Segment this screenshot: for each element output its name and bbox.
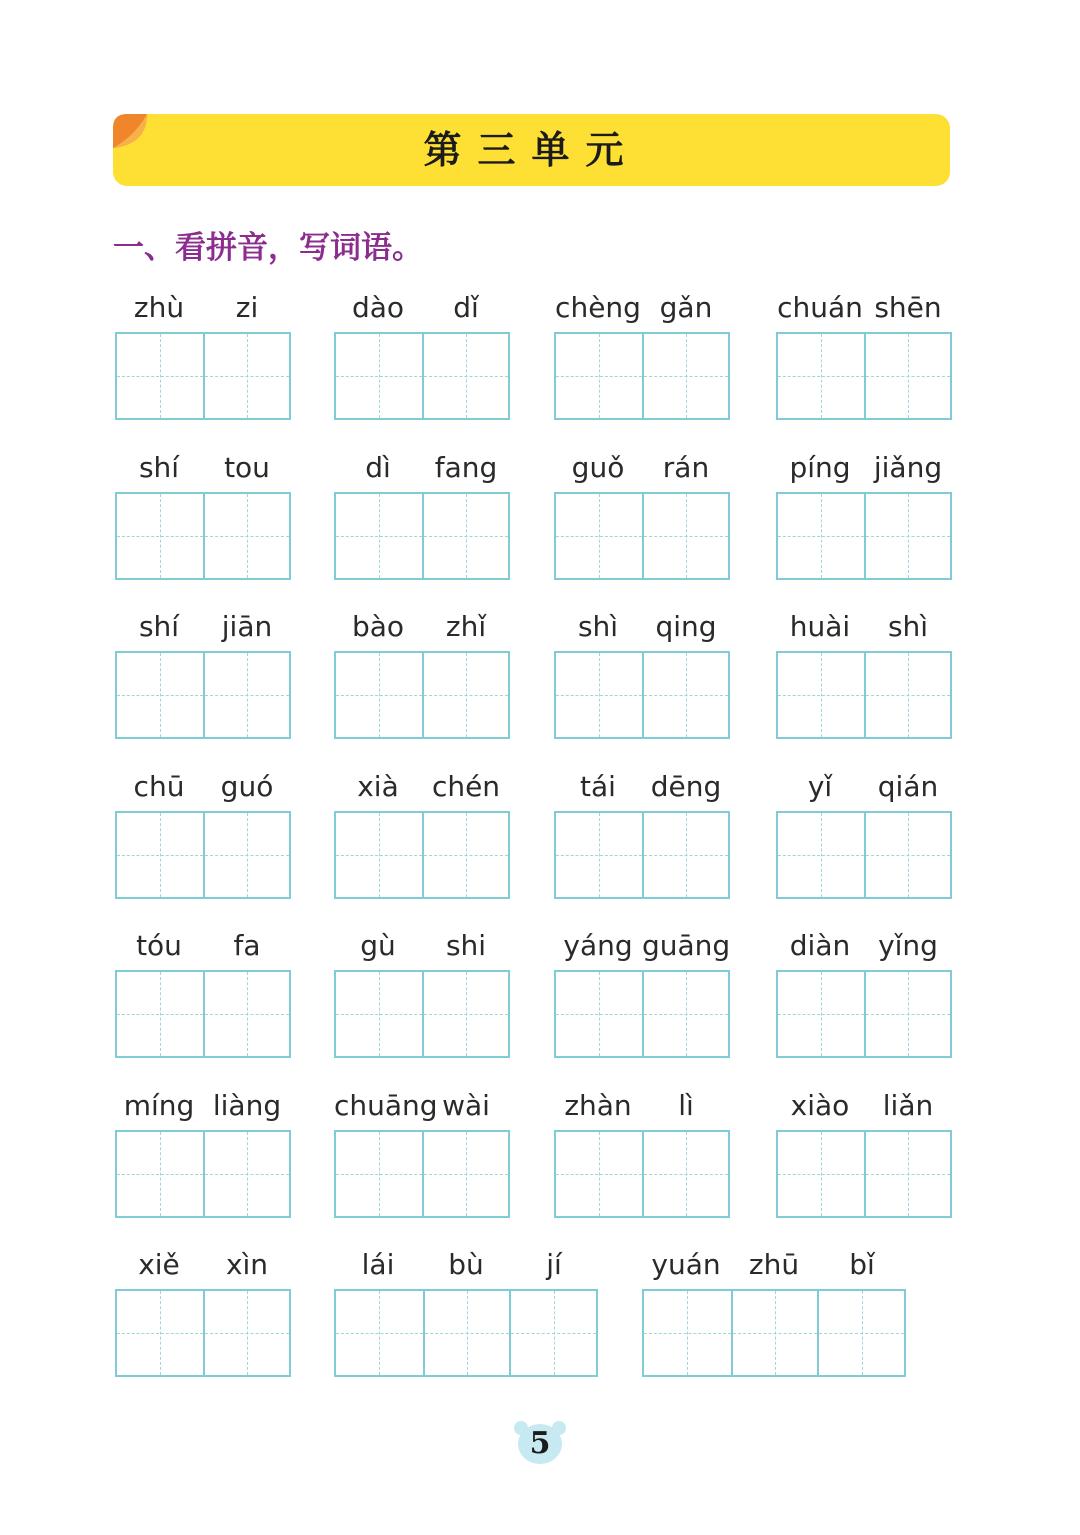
pinyin-syllable: yáng bbox=[563, 929, 633, 962]
pinyin-syllable: chuán bbox=[777, 291, 863, 324]
pinyin-syllable: guǒ bbox=[571, 451, 625, 484]
pinyin-row bbox=[115, 767, 291, 811]
pinyin-row bbox=[334, 607, 510, 651]
pinyin-syllable: lì bbox=[678, 1089, 694, 1122]
writing-cell[interactable] bbox=[642, 334, 728, 418]
writing-cell[interactable] bbox=[336, 972, 422, 1056]
word-item bbox=[554, 448, 730, 580]
writing-cell[interactable] bbox=[778, 1132, 864, 1216]
pinyin-syllable: guāng bbox=[642, 929, 731, 962]
pinyin-syllable: liàng bbox=[212, 1089, 282, 1122]
writing-boxes bbox=[334, 1289, 598, 1377]
writing-cell[interactable] bbox=[422, 334, 508, 418]
writing-cell[interactable] bbox=[203, 334, 289, 418]
pinyin-syllable: tóu bbox=[136, 929, 182, 962]
writing-cell[interactable] bbox=[117, 653, 203, 737]
writing-boxes bbox=[115, 651, 291, 739]
pinyin-syllable: dēng bbox=[650, 770, 722, 803]
writing-boxes bbox=[554, 651, 730, 739]
writing-cell[interactable] bbox=[556, 494, 642, 578]
writing-cell[interactable] bbox=[556, 972, 642, 1056]
writing-cell[interactable] bbox=[778, 334, 864, 418]
writing-cell[interactable] bbox=[117, 813, 203, 897]
writing-boxes bbox=[776, 651, 952, 739]
writing-cell[interactable] bbox=[203, 972, 289, 1056]
pinyin-syllable: zhù bbox=[133, 291, 185, 324]
pinyin-syllable: shí bbox=[138, 610, 180, 643]
writing-cell[interactable] bbox=[642, 653, 728, 737]
writing-cell[interactable] bbox=[731, 1291, 818, 1375]
writing-boxes bbox=[554, 332, 730, 420]
writing-cell[interactable] bbox=[642, 494, 728, 578]
writing-cell[interactable] bbox=[203, 1132, 289, 1216]
pinyin-syllable: dǐ bbox=[453, 291, 479, 324]
pinyin-syllable: shì bbox=[577, 610, 619, 643]
pinyin-row bbox=[554, 288, 730, 332]
pinyin-syllable: guó bbox=[220, 770, 274, 803]
pinyin-syllable: yǐ bbox=[807, 770, 833, 803]
writing-boxes bbox=[115, 332, 291, 420]
pinyin-syllable: chū bbox=[133, 770, 185, 803]
pinyin-syllable: gù bbox=[360, 929, 396, 962]
writing-cell[interactable] bbox=[336, 653, 422, 737]
writing-cell[interactable] bbox=[117, 1291, 203, 1375]
word-item bbox=[334, 288, 510, 420]
writing-boxes bbox=[334, 970, 510, 1058]
writing-cell[interactable] bbox=[117, 1132, 203, 1216]
pinyin-syllable: qing bbox=[655, 610, 717, 643]
pinyin-syllable: rán bbox=[662, 451, 710, 484]
pinyin-syllable: chuāng bbox=[334, 1089, 438, 1122]
pinyin-row bbox=[115, 607, 291, 651]
writing-cell[interactable] bbox=[556, 653, 642, 737]
word-item bbox=[334, 767, 510, 899]
word-item bbox=[642, 1245, 906, 1377]
pinyin-syllable: bào bbox=[351, 610, 405, 643]
writing-boxes bbox=[115, 1289, 291, 1377]
pinyin-syllable: jiǎng bbox=[873, 451, 943, 484]
section-title: 一、看拼音，写词语。 bbox=[113, 230, 423, 266]
word-item bbox=[776, 288, 952, 420]
word-item bbox=[115, 767, 291, 899]
writing-cell[interactable] bbox=[778, 494, 864, 578]
writing-boxes bbox=[776, 970, 952, 1058]
writing-cell[interactable] bbox=[864, 1132, 950, 1216]
word-item bbox=[334, 607, 510, 739]
word-item bbox=[776, 926, 952, 1058]
writing-boxes bbox=[554, 492, 730, 580]
writing-boxes bbox=[115, 1130, 291, 1218]
pinyin-row bbox=[334, 448, 510, 492]
word-item bbox=[776, 448, 952, 580]
pinyin-row bbox=[554, 767, 730, 811]
word-item bbox=[554, 288, 730, 420]
pinyin-row bbox=[115, 448, 291, 492]
pinyin-syllable: xià bbox=[357, 770, 399, 803]
writing-cell[interactable] bbox=[864, 494, 950, 578]
pinyin-syllable: zi bbox=[235, 291, 259, 324]
pinyin-syllable: fang bbox=[434, 451, 498, 484]
word-item bbox=[334, 448, 510, 580]
pinyin-syllable: míng bbox=[123, 1089, 195, 1122]
writing-cell[interactable] bbox=[864, 334, 950, 418]
pinyin-syllable: zhàn bbox=[564, 1089, 632, 1122]
pinyin-row bbox=[334, 926, 510, 970]
pinyin-syllable: zhǐ bbox=[445, 610, 487, 643]
word-item bbox=[115, 926, 291, 1058]
pinyin-row bbox=[334, 288, 510, 332]
writing-cell[interactable] bbox=[203, 494, 289, 578]
writing-cell[interactable] bbox=[422, 1132, 508, 1216]
pinyin-syllable: tou bbox=[224, 451, 270, 484]
pinyin-syllable: chén bbox=[431, 770, 501, 803]
writing-cell[interactable] bbox=[778, 653, 864, 737]
writing-boxes bbox=[334, 332, 510, 420]
pinyin-row bbox=[115, 288, 291, 332]
writing-boxes bbox=[554, 811, 730, 899]
word-item bbox=[776, 607, 952, 739]
pinyin-syllable: dì bbox=[365, 451, 391, 484]
writing-boxes bbox=[334, 651, 510, 739]
word-item bbox=[776, 1086, 952, 1218]
word-item bbox=[334, 926, 510, 1058]
pinyin-syllable: lái bbox=[361, 1248, 395, 1281]
writing-cell[interactable] bbox=[203, 653, 289, 737]
word-item bbox=[115, 288, 291, 420]
pinyin-syllable: yǐng bbox=[878, 929, 938, 962]
writing-cell[interactable] bbox=[642, 1132, 728, 1216]
pinyin-syllable: shì bbox=[887, 610, 929, 643]
pinyin-row bbox=[776, 1086, 952, 1130]
pinyin-syllable: diàn bbox=[789, 929, 851, 962]
writing-cell[interactable] bbox=[336, 813, 422, 897]
pinyin-syllable: dào bbox=[351, 291, 405, 324]
writing-cell[interactable] bbox=[336, 494, 422, 578]
writing-boxes bbox=[776, 811, 952, 899]
writing-boxes bbox=[776, 1130, 952, 1218]
writing-cell[interactable] bbox=[336, 1132, 422, 1216]
page-number: 5 bbox=[529, 1426, 551, 1461]
pinyin-syllable: bǐ bbox=[849, 1248, 875, 1281]
pinyin-syllable: jí bbox=[546, 1248, 562, 1281]
pinyin-syllable: wài bbox=[442, 1089, 490, 1122]
pinyin-syllable: xiě bbox=[138, 1248, 180, 1281]
word-item bbox=[554, 1086, 730, 1218]
writing-cell[interactable] bbox=[422, 813, 508, 897]
pinyin-syllable: shi bbox=[445, 929, 487, 962]
pinyin-row bbox=[115, 1245, 291, 1289]
pinyin-syllable: chèng bbox=[555, 291, 641, 324]
writing-cell[interactable] bbox=[117, 972, 203, 1056]
pinyin-syllable: jiān bbox=[221, 610, 273, 643]
pinyin-syllable: liǎn bbox=[882, 1089, 934, 1122]
pinyin-row bbox=[334, 1086, 510, 1130]
pinyin-row bbox=[776, 926, 952, 970]
unit-title: 第三单元 bbox=[423, 128, 640, 172]
pinyin-row bbox=[554, 926, 730, 970]
writing-cell[interactable] bbox=[336, 334, 422, 418]
writing-cell[interactable] bbox=[778, 813, 864, 897]
writing-cell[interactable] bbox=[422, 653, 508, 737]
pinyin-syllable: fa bbox=[233, 929, 261, 962]
pinyin-row bbox=[554, 1086, 730, 1130]
writing-cell[interactable] bbox=[556, 813, 642, 897]
word-item bbox=[115, 607, 291, 739]
writing-cell[interactable] bbox=[642, 813, 728, 897]
writing-boxes bbox=[334, 492, 510, 580]
word-item bbox=[334, 1086, 510, 1218]
pinyin-syllable: xiào bbox=[790, 1089, 850, 1122]
word-item bbox=[554, 607, 730, 739]
writing-boxes bbox=[642, 1289, 906, 1377]
writing-boxes bbox=[115, 811, 291, 899]
pinyin-row bbox=[554, 448, 730, 492]
pinyin-row bbox=[776, 448, 952, 492]
pinyin-row bbox=[776, 767, 952, 811]
pinyin-syllable: xìn bbox=[225, 1248, 269, 1281]
writing-cell[interactable] bbox=[422, 972, 508, 1056]
writing-boxes bbox=[554, 970, 730, 1058]
writing-cell[interactable] bbox=[423, 1291, 510, 1375]
word-item bbox=[554, 767, 730, 899]
pinyin-syllable: bù bbox=[448, 1248, 484, 1281]
writing-cell[interactable] bbox=[422, 494, 508, 578]
pinyin-row bbox=[334, 767, 510, 811]
pinyin-syllable: shēn bbox=[874, 291, 942, 324]
writing-cell[interactable] bbox=[864, 972, 950, 1056]
pinyin-syllable: píng bbox=[789, 451, 851, 484]
writing-boxes bbox=[554, 1130, 730, 1218]
writing-cell[interactable] bbox=[556, 1132, 642, 1216]
word-item bbox=[115, 1086, 291, 1218]
writing-cell[interactable] bbox=[644, 1291, 731, 1375]
writing-cell[interactable] bbox=[642, 972, 728, 1056]
writing-boxes bbox=[334, 1130, 510, 1218]
word-item bbox=[334, 1245, 598, 1377]
pinyin-syllable: huài bbox=[789, 610, 851, 643]
writing-cell[interactable] bbox=[117, 334, 203, 418]
pinyin-row bbox=[334, 1245, 598, 1289]
pinyin-syllable: tái bbox=[580, 770, 616, 803]
writing-cell[interactable] bbox=[864, 813, 950, 897]
writing-cell[interactable] bbox=[117, 494, 203, 578]
writing-cell[interactable] bbox=[336, 1291, 423, 1375]
writing-cell[interactable] bbox=[203, 813, 289, 897]
pinyin-row bbox=[776, 607, 952, 651]
writing-cell[interactable] bbox=[864, 653, 950, 737]
pinyin-syllable: yuán bbox=[651, 1248, 721, 1281]
writing-cell[interactable] bbox=[556, 334, 642, 418]
writing-cell[interactable] bbox=[778, 972, 864, 1056]
word-item bbox=[115, 448, 291, 580]
pinyin-syllable: zhū bbox=[748, 1248, 800, 1281]
pinyin-row bbox=[554, 607, 730, 651]
word-item bbox=[776, 767, 952, 899]
writing-cell[interactable] bbox=[203, 1291, 289, 1375]
word-item bbox=[115, 1245, 291, 1377]
writing-boxes bbox=[115, 970, 291, 1058]
writing-boxes bbox=[776, 492, 952, 580]
writing-boxes bbox=[776, 332, 952, 420]
pinyin-row bbox=[776, 288, 952, 332]
writing-boxes bbox=[115, 492, 291, 580]
writing-cell[interactable] bbox=[817, 1291, 904, 1375]
pinyin-syllable: qián bbox=[877, 770, 939, 803]
word-item bbox=[554, 926, 730, 1058]
pinyin-syllable: gǎn bbox=[659, 291, 713, 324]
writing-cell[interactable] bbox=[509, 1291, 596, 1375]
pinyin-syllable: shí bbox=[138, 451, 180, 484]
pinyin-row bbox=[642, 1245, 906, 1289]
writing-boxes bbox=[334, 811, 510, 899]
pinyin-row bbox=[115, 1086, 291, 1130]
pinyin-row bbox=[115, 926, 291, 970]
